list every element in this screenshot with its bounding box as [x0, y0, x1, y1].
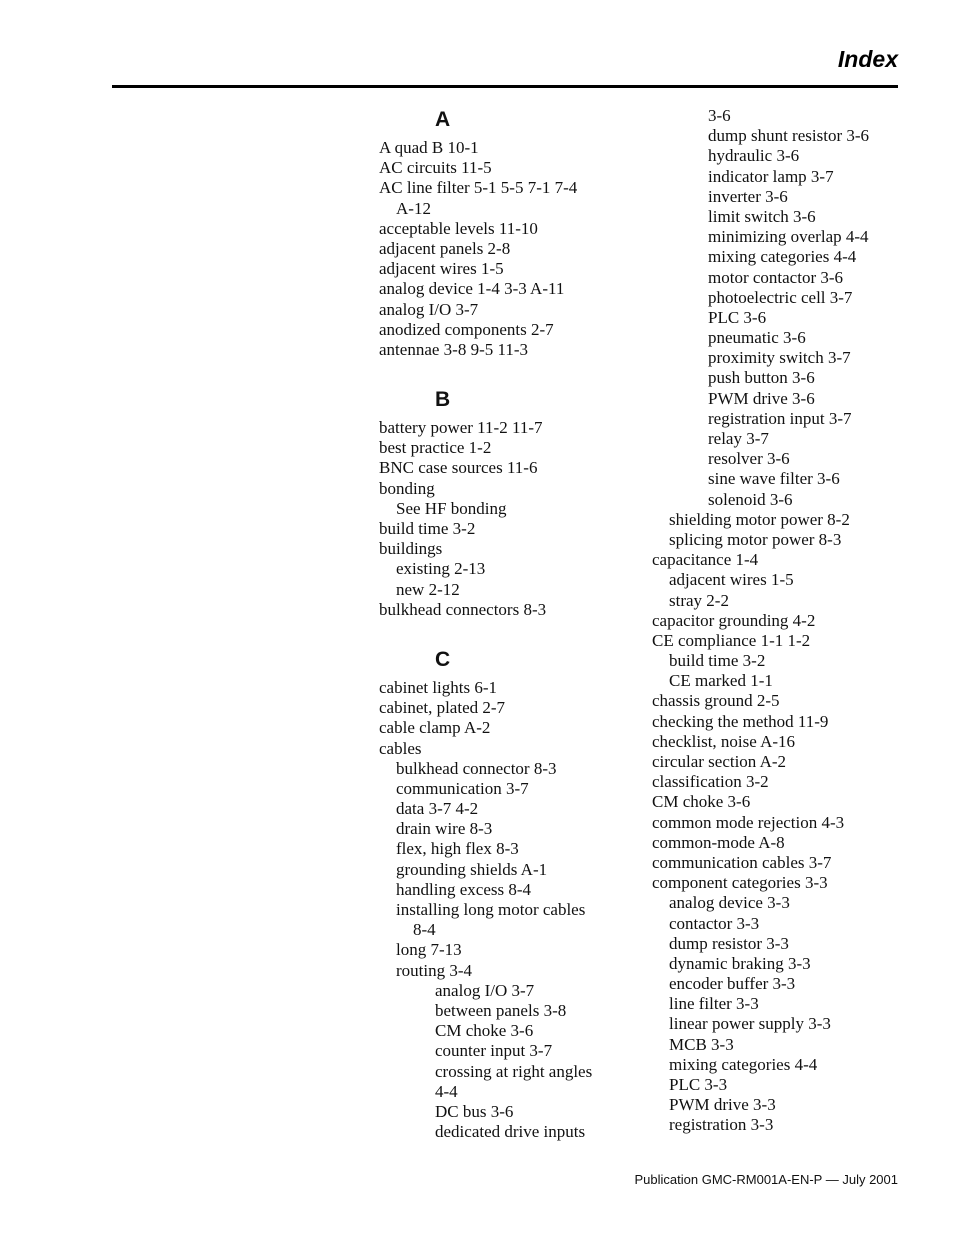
index-entry: component categories 3-3 — [652, 873, 828, 893]
index-subentry: adjacent wires 1-5 — [669, 570, 794, 590]
index-subentry: hydraulic 3-6 — [708, 146, 800, 166]
index-entry: A quad B 10-1 — [379, 138, 479, 157]
index-entry: CE compliance 1-1 1-2 — [652, 630, 811, 650]
index-subentry: CM choke 3-6 — [435, 1021, 534, 1041]
index-subentry: between panels 3-8 — [435, 1000, 567, 1020]
index-subentry: indicator lamp 3-7 — [708, 166, 834, 186]
index-entry: bulkhead connectors 8-3 — [379, 599, 547, 619]
section-letter-heading: A — [435, 108, 451, 131]
index-subentry: routing 3-4 — [396, 960, 473, 980]
index-subentry: 4-4 — [435, 1081, 458, 1101]
index-subentry: analog device 3-3 — [669, 893, 790, 913]
publication-footer: Publication GMC-RM001A-EN-P — July 2001 — [634, 1172, 898, 1187]
index-entry: CM choke 3-6 — [652, 792, 751, 812]
index-entry: cabinet, plated 2-7 — [379, 698, 506, 718]
index-subentry: resolver 3-6 — [708, 449, 790, 469]
index-subentry: proximity switch 3-7 — [708, 348, 851, 368]
index-entry: anodized components 2-7 — [379, 319, 554, 339]
index-entry: AC circuits 11-5 — [379, 158, 492, 178]
index-subentry: line filter 3-3 — [669, 994, 759, 1014]
index-subentry: communication 3-7 — [396, 778, 529, 798]
index-subentry: PLC 3-6 — [708, 307, 767, 327]
index-subentry: dynamic braking 3-3 — [669, 953, 811, 973]
index-entry: bonding — [379, 478, 435, 498]
section-spacer — [379, 360, 619, 386]
index-subentry: MCB 3-3 — [669, 1034, 734, 1054]
index-column-right — [652, 106, 902, 1136]
index-entry: classification 3-2 — [652, 772, 769, 792]
index-entry: acceptable levels 11-10 — [379, 218, 538, 238]
index-subentry: PWM drive 3-3 — [669, 1095, 776, 1115]
index-subentry: shielding motor power 8-2 — [669, 509, 850, 529]
index-subentry: installing long motor cables — [396, 900, 586, 919]
index-subentry: stray 2-2 — [669, 590, 729, 610]
index-entry: buildings — [379, 539, 443, 559]
index-subentry: motor contactor 3-6 — [708, 267, 844, 287]
index-subentry: long 7-13 — [396, 940, 462, 960]
index-entry: common mode rejection 4-3 — [652, 812, 845, 832]
index-subentry: minimizing overlap 4-4 — [708, 227, 869, 247]
index-entry: checking the method 11-9 — [652, 711, 829, 731]
index-subentry: solenoid 3-6 — [708, 489, 793, 509]
index-subentry: push button 3-6 — [708, 368, 815, 388]
index-entry: common-mode A-8 — [652, 832, 785, 852]
index-entry: cabinet lights 6-1 — [379, 677, 498, 697]
index-subentry: linear power supply 3-3 — [669, 1014, 831, 1034]
index-entry: communication cables 3-7 — [652, 852, 832, 872]
index-entry: antennae 3-8 9-5 11-3 — [379, 339, 529, 359]
index-entry: best practice 1-2 — [379, 438, 492, 458]
index-subentry: inverter 3-6 — [708, 186, 788, 206]
index-subentry: mixing categories 4-4 — [708, 247, 857, 267]
index-subentry: crossing at right angles — [435, 1061, 593, 1081]
section-letter-heading: C — [435, 647, 451, 671]
index-subentry: new 2-12 — [396, 579, 460, 599]
index-subentry: sine wave filter 3-6 — [708, 469, 840, 489]
index-subentry: PLC 3-3 — [669, 1075, 728, 1094]
index-subentry: DC bus 3-6 — [435, 1101, 514, 1121]
index-subentry: PWM drive 3-6 — [708, 388, 815, 408]
index-entry: capacitor grounding 4-2 — [652, 610, 816, 630]
index-entry: AC line filter 5-1 5-5 7-1 7-4 — [379, 178, 578, 198]
index-subentry: flex, high flex 8-3 — [396, 839, 519, 859]
section-spacer — [379, 620, 619, 646]
index-subentry: photoelectric cell 3-7 — [708, 287, 853, 307]
index-subentry: data 3-7 4-2 — [396, 799, 479, 819]
index-subentry: registration input 3-7 — [708, 408, 852, 428]
index-subentry: mixing categories 4-4 — [669, 1054, 818, 1074]
index-entry: checklist, noise A-16 — [652, 731, 796, 751]
index-entry: adjacent wires 1-5 — [379, 259, 504, 279]
index-subentry: drain wire 8-3 — [396, 819, 493, 839]
index-entry: analog device 1-4 3-3 A-11 — [379, 279, 565, 299]
index-subentry: dump resistor 3-3 — [669, 933, 789, 953]
index-subentry: encoder buffer 3-3 — [669, 974, 796, 994]
index-subentry: analog I/O 3-7 — [435, 980, 535, 1000]
index-subentry: limit switch 3-6 — [708, 206, 816, 226]
index-subentry: contactor 3-3 — [669, 913, 760, 933]
index-entry: cables — [379, 738, 422, 758]
index-subentry: splicing motor power 8-3 — [669, 529, 842, 549]
index-entry: analog I/O 3-7 — [379, 299, 479, 319]
index-entry: adjacent panels 2-8 — [379, 238, 511, 258]
index-subentry: bulkhead connector 8-3 — [396, 758, 557, 778]
index-entry: build time 3-2 — [379, 519, 476, 538]
index-subentry: registration 3-3 — [669, 1115, 774, 1135]
header-divider — [112, 85, 898, 88]
index-subentry: relay 3-7 — [708, 429, 769, 448]
index-subentry: See HF bonding — [396, 498, 507, 518]
index-entry: capacitance 1-4 — [652, 550, 759, 570]
index-subentry: build time 3-2 — [669, 651, 766, 671]
index-subentry: dedicated drive inputs — [435, 1122, 586, 1142]
index-entry: chassis ground 2-5 — [652, 691, 780, 711]
section-letter-heading: B — [435, 388, 451, 412]
index-entry: BNC case sources 11-6 — [379, 458, 538, 478]
index-column-left — [379, 106, 619, 1142]
index-subentry: A-12 — [396, 198, 431, 218]
index-entry: circular section A-2 — [652, 752, 787, 771]
index-subentry: existing 2-13 — [396, 559, 486, 579]
index-subentry: counter input 3-7 — [435, 1041, 553, 1061]
index-subentry: handling excess 8-4 — [396, 879, 532, 899]
index-entry: battery power 11-2 11-7 — [379, 418, 543, 438]
index-subentry: dump shunt resistor 3-6 — [708, 126, 870, 146]
index-subentry: CE marked 1-1 — [669, 671, 773, 691]
index-entry: cable clamp A-2 — [379, 718, 491, 738]
page-title: Index — [837, 46, 898, 72]
index-subentry: grounding shields A-1 — [396, 859, 548, 879]
index-subentry: pneumatic 3-6 — [708, 328, 806, 348]
index-subentry: 3-6 — [708, 106, 731, 125]
index-subentry: 8-4 — [413, 920, 436, 940]
